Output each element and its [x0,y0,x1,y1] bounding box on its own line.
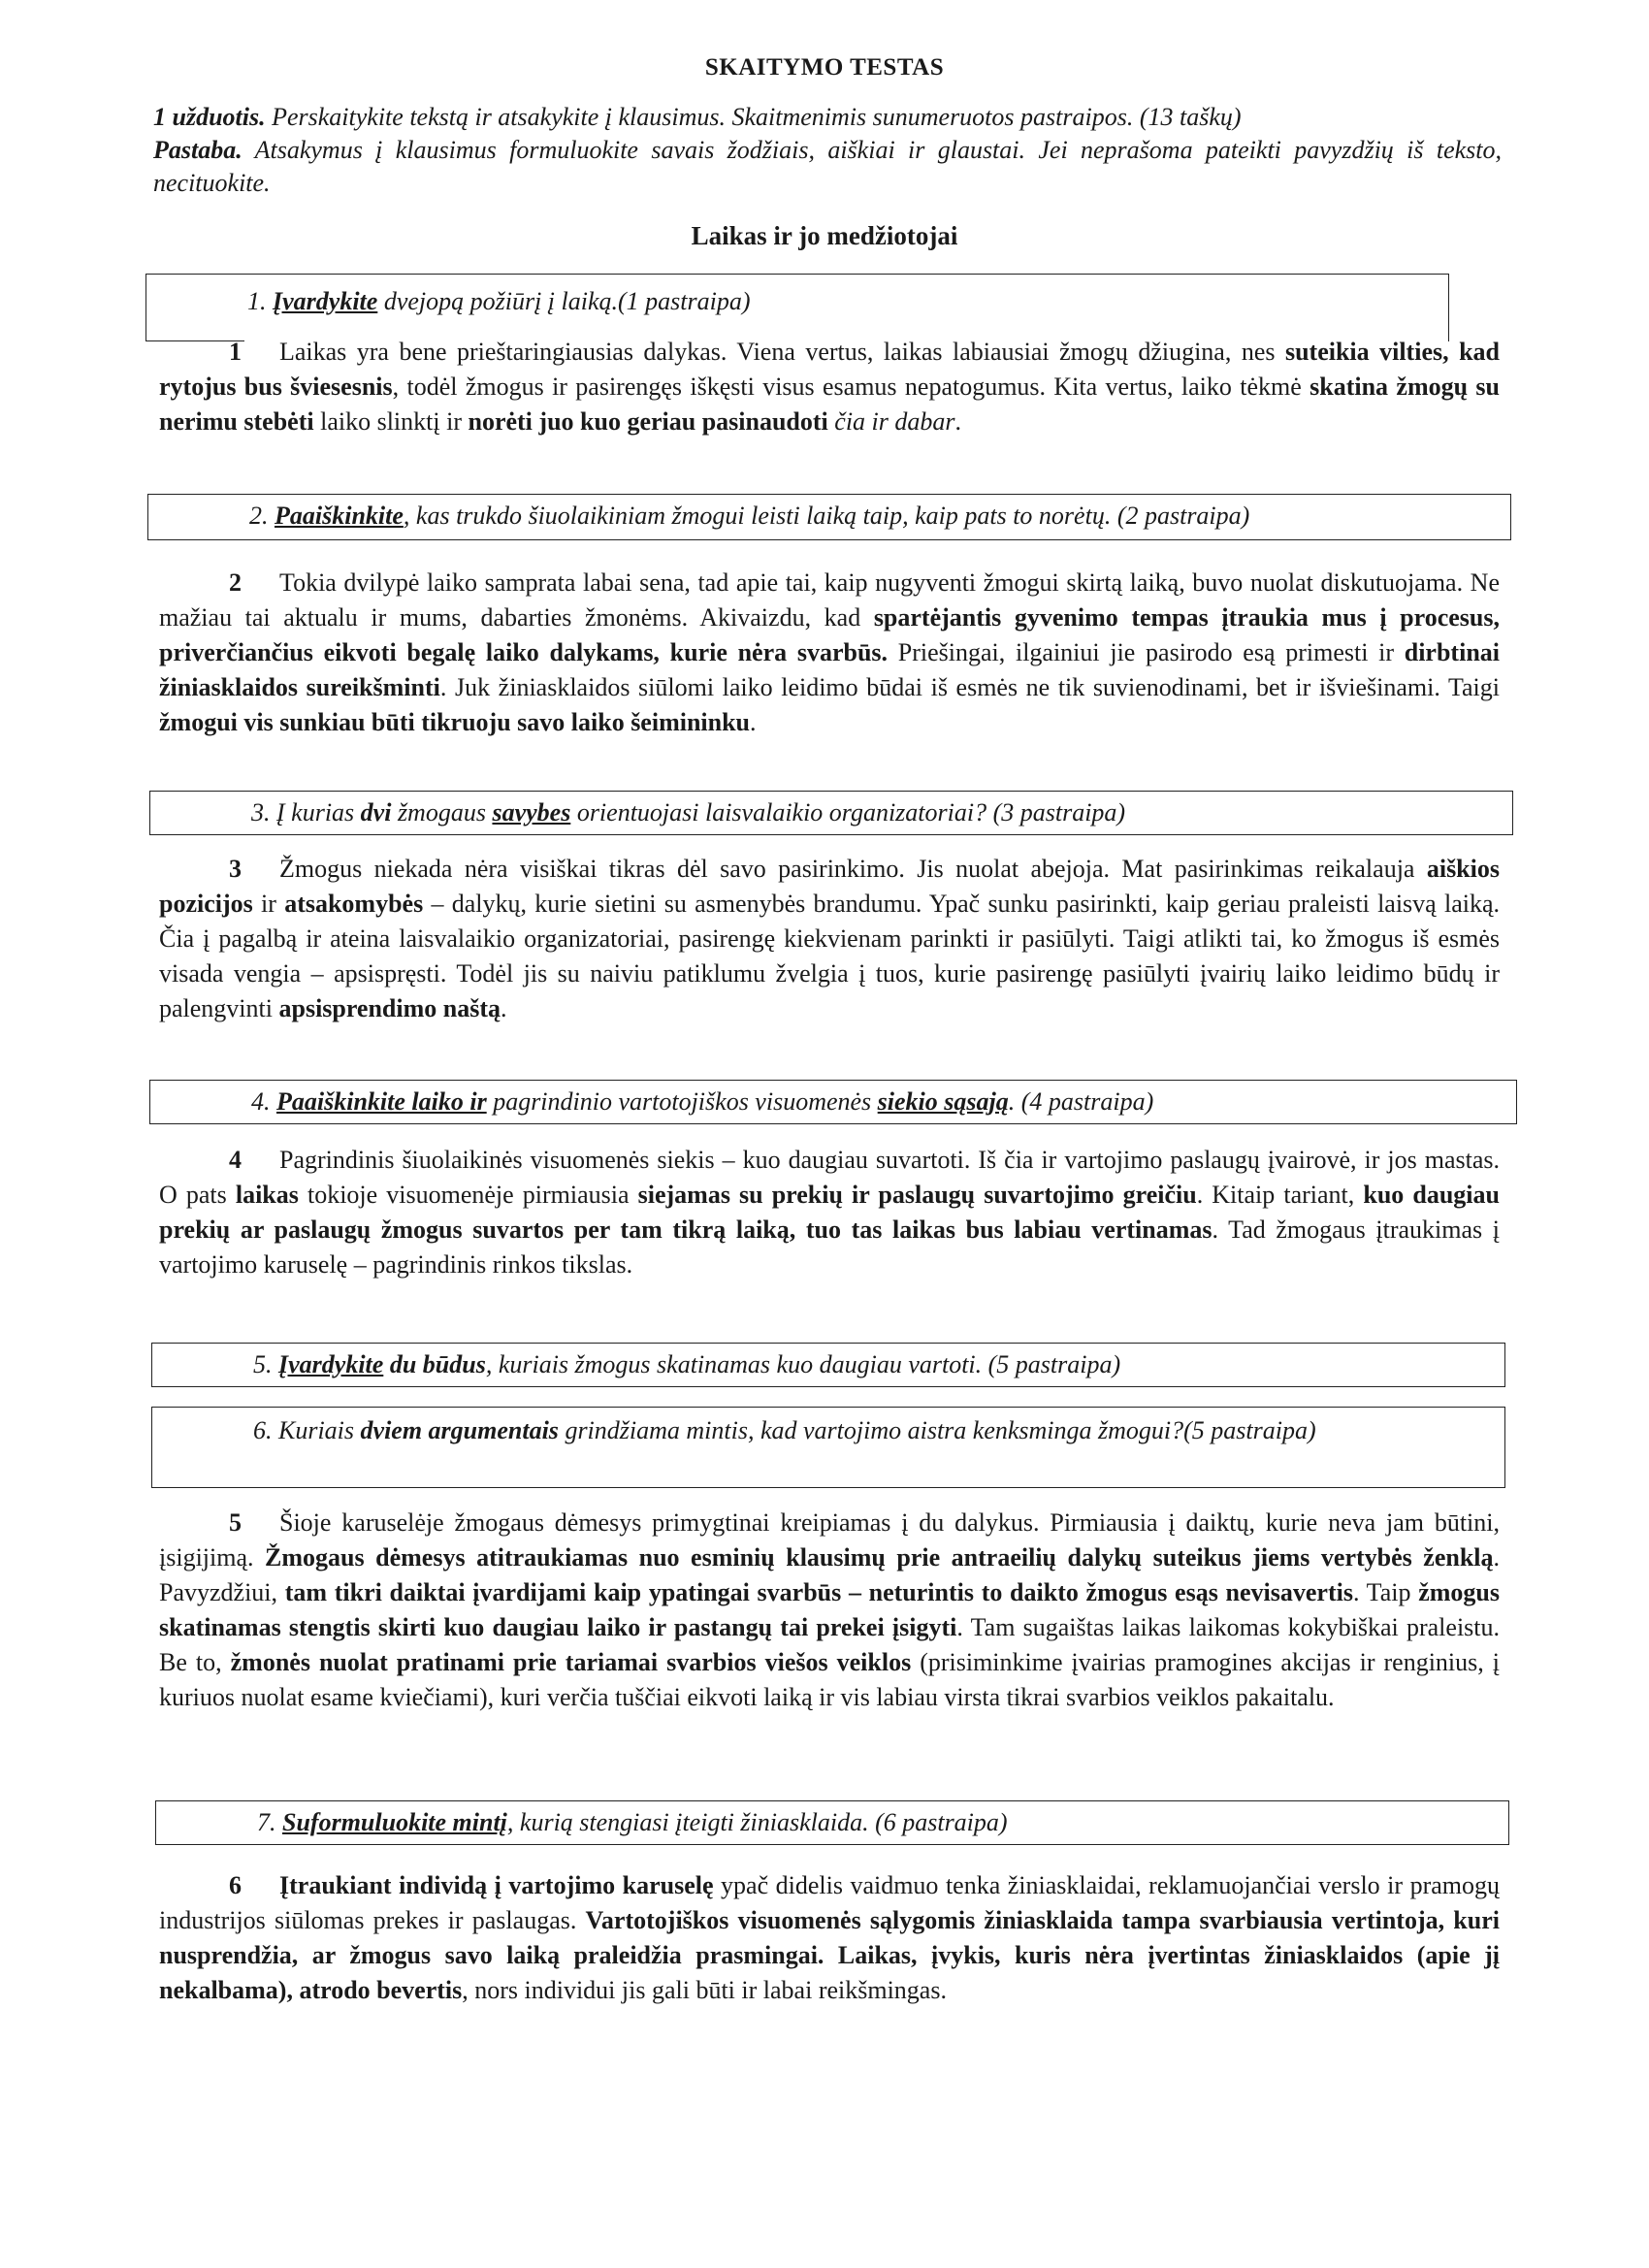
question-3: 3. Į kurias dvi žmogaus savybes orientuojasi laisvalaikio organizatoriai? (3 pastraipa) [251,798,1126,826]
paragraph-text: Įtraukiant individą į vartojimo karuselę [279,1871,714,1899]
paragraph-text: ypač didelis vaidmuo tenka žiniasklaidai, reklamuojančiai verslo ir pramogų industrijos siūlomas prekes ir paslaugas. [159,1871,1500,1934]
paragraph-text: suteikia vilties, kad rytojus bus šviesesnis [159,338,1500,401]
paragraph-text: . Tad žmogaus įtraukimas į vartojimo karuselę – pagrindinis rinkos tikslas. [159,1215,1500,1279]
paragraph-number: 3 [229,855,242,883]
note-label: Pastaba. [153,136,242,164]
paragraph-text: laiko slinktį ir [313,407,469,436]
question-box-6 [151,1407,1505,1488]
paragraph-text: . [954,407,962,436]
paragraph-text: Žmogaus dėmesys atitraukiamas nuo esminių klausimų prie antraeilių dalykų suteikus jiems vertybės ženklą [265,1543,1494,1571]
paragraph-6 [159,1868,1500,2008]
paragraph-4 [159,1143,1500,1282]
paragraph-text: Laikas yra bene prieštaringiausias dalykas. Viena vertus, laikas labiausiai žmogų džiugina, nes [279,338,1285,366]
paragraph-text: Šioje karuselėje žmogaus dėmesys primygtinai kreipiamas į du dalykus. Pirmiausia į daiktų, kurie neva jam būtini, įsigijimą. [159,1508,1500,1571]
question-box-7 [155,1800,1509,1845]
question-box-2 [147,494,1511,540]
paragraph-text: Priešingai, ilgainiui jie pasirodo esą primesti ir [888,638,1405,666]
paragraph-text: Pagrindinis šiuolaikinės visuomenės siekis – kuo daugiau suvartoti. Iš čia ir vartojimo paslaugų įvairovė, ir jos mastas. O pats [159,1146,1500,1209]
question-5: 5. Įvardykite du būdus, kuriais žmogus skatinamas kuo daugiau vartoti. (5 pastraipa) [253,1350,1121,1378]
page-title: SKAITYMO TESTAS [704,54,945,81]
question-box-5 [151,1343,1505,1387]
paragraph-text: žmogui vis sunkiau būti tikruoju savo laiko šeimininku [159,708,751,736]
paragraph-1 [159,335,1500,439]
paragraph-number: 1 [229,338,242,366]
paragraph-text: žmogus skatinamas stengtis skirti kuo daugiau laiko ir pastangų tai prekei įsigyti [159,1578,1500,1641]
paragraph-text: žmonės nuolat pratinami prie tariamai svarbios viešos veiklos [230,1648,912,1676]
paragraph-text: , nors individui jis gali būti ir labai reikšmingas. [462,1976,947,2004]
question-7: 7. Suformuluokite mintį, kurią stengiasi įteigti žiniasklaida. (6 pastraipa) [257,1808,1008,1836]
paragraph-text: – dalykų, kurie sietini su asmenybės brandumu. Ypač sunku pasirinkti, kaip geriau praleisti laisvą laiką. Čia į pagalbą ir ateina laisvalaikio organizatoriai, pasirengę kiekvienam parinkti ir pasiūlyti. Taigi atlikti tai, ko žmogus iš esmės visada vengia – apsispręsti. Todėl jis su naiviu patiklumu žvelgia į tuos, kurie pasirengę pasiūlyti įvairių laiko leidimo būdų ir palengvinti [159,890,1501,1022]
note-text: Atsakymus į klausimus formuluokite savais žodžiais, aiškiai ir glaustai. Jei neprašoma pateikti pavyzdžių iš teksto, necituokite. [153,136,1502,197]
question-1: 1. Įvardykite dvejopą požiūrį į laiką.(1 pastraipa) [247,287,751,315]
paragraph-text: ir [252,890,285,918]
paragraph-number: 5 [229,1508,242,1537]
paragraph-text: . [750,708,757,736]
paragraph-text: aiškios pozicijos [159,855,1500,918]
task-label: 1 užduotis. [153,103,266,131]
paragraph-text: tam tikri daiktai įvardijami kaip ypatingai svarbūs – neturintis to daikto žmogus esąs nevisavertis [284,1578,1353,1606]
paragraph-3 [159,852,1500,1026]
paragraph-text: , todėl žmogus ir pasirengęs iškęsti visus esamus nepatogumus. Kita vertus, laiko tėkmė [392,373,1310,401]
paragraph-text: . Kitaip tariant, [1196,1181,1364,1209]
paragraph-text: skatina žmogų su nerimu stebėti [159,373,1501,436]
task-instructions [153,101,1502,200]
paragraph-text: Žmogus niekada nėra visiškai tikras dėl savo pasirinkimo. Jis nuolat abejoja. Mat pasirinkimas reikalauja [279,855,1427,883]
paragraph-text: . Taip [1352,1578,1419,1606]
paragraph-text: čia ir dabar [827,407,955,436]
article-title: Laikas ir jo medžiotojai [691,221,958,250]
question-2: 2. Paaiškinkite, kas trukdo šiuolaikiniam žmogui leisti laiką taip, kaip pats to norėtų. (2 pastraipa) [249,502,1250,530]
question-4: 4. Paaiškinkite laiko ir pagrindinio vartotojiškos visuomenės siekio sąsają. (4 pastraipa) [251,1087,1154,1116]
paragraph-text: dirbtinai žiniasklaidos sureikšminti [159,638,1500,701]
paragraph-text: Tokia dvilypė laiko samprata labai sena, tad apie tai, kaip nugyventi žmogui skirtą laiką, buvo nuolat diskutuojama. Ne mažiau tai aktualu ir mums, dabarties žmonėms. Akivaizdu, kad [159,568,1500,632]
question-box-3 [149,791,1513,835]
paragraph-text: norėti juo kuo geriau pasinaudoti [468,407,828,436]
paragraph-text: Vartotojiškos visuomenės sąlygomis žiniasklaida tampa svarbiausia vertintoja, kuri nusprendžia, ar žmogus savo laiką praleidžia prasmingai. Laikas, įvykis, kuris nėra įvertintas žiniasklaidos (apie jį nekalbama), atrodo bevertis [159,1906,1500,2004]
paragraph-text: . Pavyzdžiui, [159,1543,1501,1606]
paragraph-text: (prisiminkime įvairias pramogines akcijas ir renginius, į kuriuos nuolat esame kviečiami), kuri verčia tuščiai eikvoti laiką ir vis labiau virsta tikrai svarbios veiklos pakaitalu. [159,1648,1500,1711]
paragraph-text: . Juk žiniasklaidos siūlomi laiko leidimo būdai iš esmės ne tik suvienodinami, bet ir išviešinami. Taigi [439,673,1501,701]
paragraph-number: 6 [229,1871,242,1899]
paragraph-text: . Tam sugaištas laikas laikomas kokybiškai praleistu. Be to, [159,1613,1501,1676]
paragraph-text: atsakomybės [284,890,424,918]
question-6: 6. Kuriais dviem argumentais grindžiama mintis, kad vartojimo aistra kenksminga žmogui?(5 pastraipa) [253,1416,1316,1444]
task-text: Perskaitykite tekstą ir atsakykite į klausimus. Skaitmenimis sunumeruotos pastraipos. (13 taškų) [265,103,1242,131]
paragraph-text: tokioje visuomenėje pirmiausia [298,1181,638,1209]
question-box-1 [146,274,1449,341]
paragraph-text: apsisprendimo naštą [278,994,501,1022]
paragraph-text: siejamas su prekių ir paslaugų suvartojimo greičiu [637,1181,1197,1209]
paragraph-5 [159,1506,1500,1715]
question-box-4 [149,1080,1517,1124]
paragraph-number: 2 [229,568,242,597]
paragraph-text: spartėjantis gyvenimo tempas įtraukia mus į procesus, priverčiančius eikvoti begalę laiko dalykams, kurie nėra svarbūs. [159,603,1500,666]
paragraph-2 [159,566,1500,740]
paragraph-number: 4 [229,1146,242,1174]
paragraph-text: kuo daugiau prekių ar paslaugų žmogus suvartos per tam tikrą laiką, tuo tas laikas bus labiau vertinamas [159,1181,1500,1244]
paragraph-text: laikas [235,1181,299,1209]
paragraph-text: . [501,994,507,1022]
